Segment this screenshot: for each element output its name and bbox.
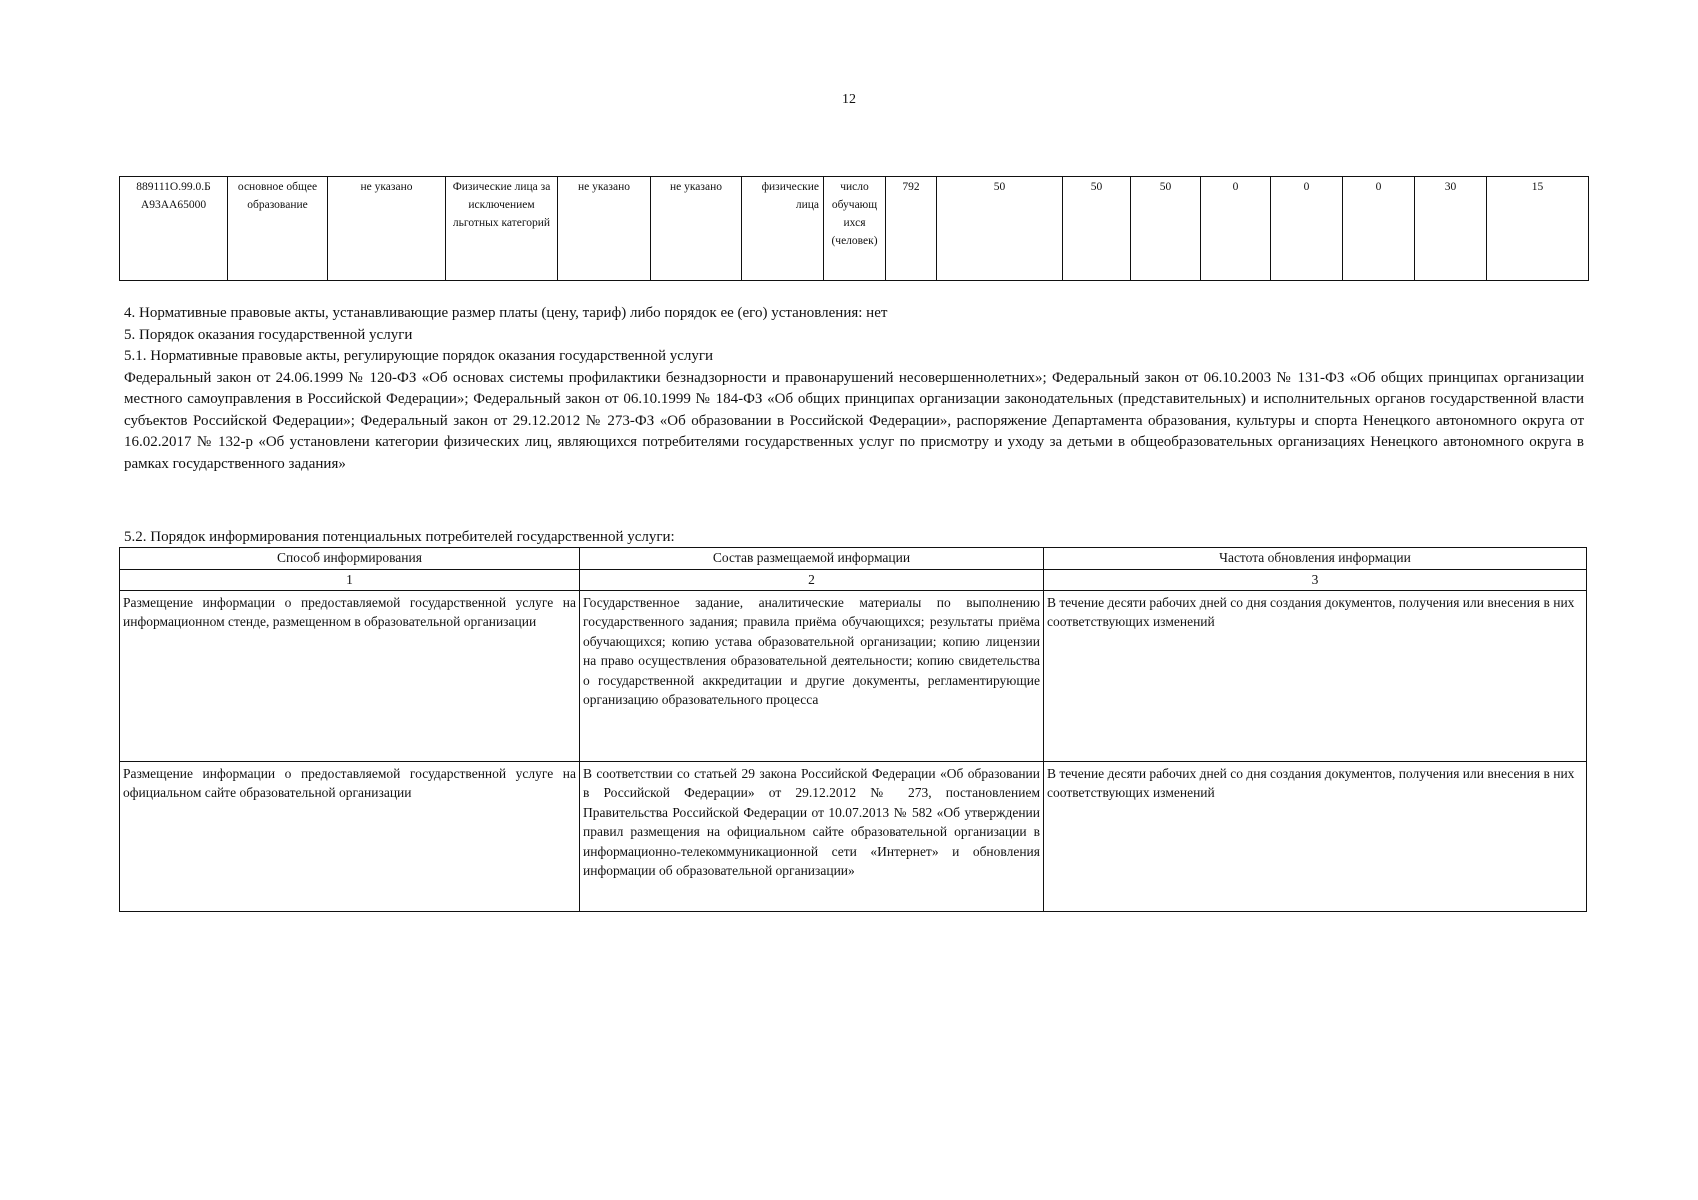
- table-cell: 15: [1487, 177, 1589, 281]
- frequency-cell: В течение десяти рабочих дней со дня создания документов, получения или внесения в них соответствующих изменений: [1044, 590, 1587, 761]
- table-cell: физические лица: [742, 177, 824, 281]
- table-cell: 0: [1271, 177, 1343, 281]
- page-number: 12: [842, 92, 856, 107]
- table-header-row: [120, 548, 1587, 570]
- table-cell: число обучающ ихся (человек): [824, 177, 886, 281]
- content-cell: Государственное задание, аналитические материалы по выполнению государственного задания; правила приёма обучающихся; результаты приёма обучающихся; копию устава образовательной организации; копию лицензии на право осуществления образовательной деятельности; копию свидетельства о государственной аккредитации и другие документы, регламентирующие организацию образовательного процесса: [580, 590, 1044, 761]
- section-4-heading: 4. Нормативные правовые акты, устанавливающие размер платы (цену, тариф) либо порядок ее (его) установления: нет: [124, 305, 888, 321]
- table-cell: Физические лица за исключением льготных категорий: [446, 177, 558, 281]
- table-cell: 30: [1415, 177, 1487, 281]
- okei-code: 792: [886, 177, 937, 281]
- table-row: [120, 590, 1587, 761]
- table-row: [120, 177, 1589, 281]
- frequency-cell: В течение десяти рабочих дней со дня создания документов, получения или внесения в них соответствующих изменений: [1044, 761, 1587, 911]
- table-cell: не указано: [558, 177, 651, 281]
- column-number: 2: [580, 570, 1044, 591]
- table-cell: 50: [1131, 177, 1201, 281]
- legal-acts-paragraph: Федеральный закон от 24.06.1999 № 120-ФЗ «Об основах системы профилактики безнадзорности и правонарушений несовершеннолетних»; Федеральный закон от 06.10.2003 № 131-ФЗ «Об общих принципах организации местного самоуправления в Российской Федерации»; Федеральный закон от 06.10.1999 № 184-ФЗ «Об общих принципах организации законодательных (представительных) и исполнительных органов государственной власти субъектов Российской Федерации»; Федеральный закон от 29.12.2012 № 273-ФЗ «Об образовании в Российской Федерации», распоряжение Департамента образования, культуры и спорта Ненецкого автономного округа от 16.02.2017 № 132-р «Об установлени категории физических лиц, являющихся потребителями государственных услуг по присмотру и уходу за детьми в общеобразовательных организациях Ненецкого автономного округа в рамках государственного задания»: [124, 369, 1584, 472]
- column-header: Частота обновления информации: [1044, 548, 1587, 570]
- method-cell: Размещение информации о предоставляемой государственной услуге на официальном сайте образовательной организации: [120, 761, 580, 911]
- column-number: 3: [1044, 570, 1587, 591]
- column-header: Состав размещаемой информации: [580, 548, 1044, 570]
- content-cell: В соответствии со статьей 29 закона Российской Федерации «Об образовании в Российской Федерации» от 29.12.2012 № 273, постановлением Правительства Российской Федерации от 10.07.2013 № 582 «Об утверждении правил размещения на официальном сайте образовательной организации в информационно-телекоммуникационной сети «Интернет» и обновления информации об образовательной организации»: [580, 761, 1044, 911]
- section-5-1-heading: 5.1. Нормативные правовые акты, регулирующие порядок оказания государственной услуги: [124, 348, 714, 364]
- section-5-heading: 5. Порядок оказания государственной услуги: [124, 326, 413, 343]
- column-header: Способ информирования: [120, 548, 580, 570]
- table-cell: 0: [1201, 177, 1271, 281]
- column-number-row: [120, 570, 1587, 591]
- table-row: [120, 761, 1587, 911]
- table-cell: не указано: [328, 177, 446, 281]
- table-cell: 50: [1063, 177, 1131, 281]
- method-cell: Размещение информации о предоставляемой государственной услуге на информационном стенде, размещенном в образовательной организации: [120, 590, 580, 761]
- column-number: 1: [120, 570, 580, 591]
- table-cell: основное общее образование: [228, 177, 328, 281]
- body-text: [124, 303, 1584, 475]
- information-methods-table: [119, 547, 1587, 912]
- table-cell: 0: [1343, 177, 1415, 281]
- unique-record-number: 889111О.99.0.Б А93АА65000: [120, 177, 228, 281]
- table-cell: не указано: [651, 177, 742, 281]
- table-cell: 50: [937, 177, 1063, 281]
- service-indicators-table: [119, 176, 1589, 281]
- section-5-2-heading: 5.2. Порядок информирования потенциальных потребителей государственной услуги:: [124, 529, 675, 545]
